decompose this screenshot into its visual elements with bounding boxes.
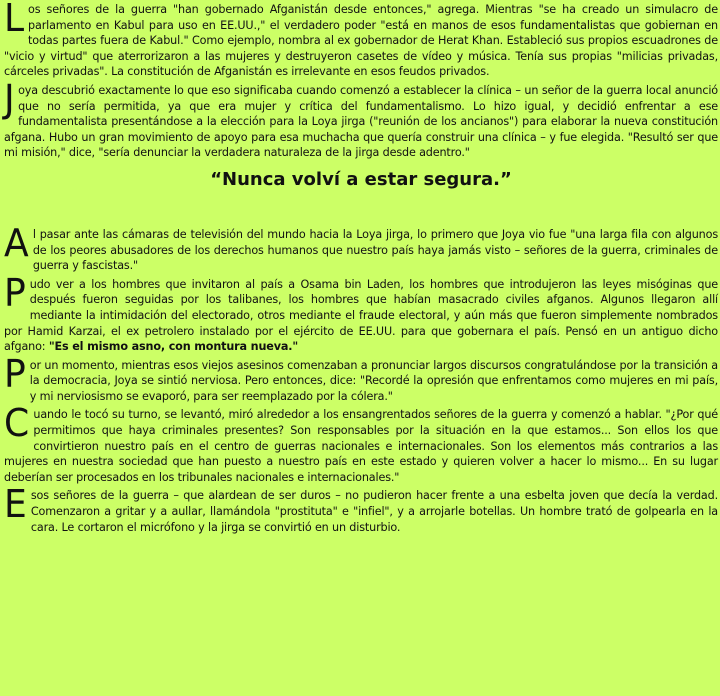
paragraph-text: or un momento, mientras esos viejos asesinos comenzaban a pronunciar largos discursos congratulándose por la transición a la democracia, Joya se sintió nerviosa. Pero entonces, dice: "Recordé la opresión que enfrentamos como mujeres en mi país, y mi nerviosismo se evaporó, para ser reemplazado por la cólera." xyxy=(29,358,718,403)
paragraph-text: os señores de la guerra "han gobernado Afganistán desde entonces," agrega. Mientras "se ha creado un simulacro de parlamento en Kabul para uso en EE.UU.," el verdadero poder "está en manos de esos fundamentalistas que gobiernan en todas partes fuera de Kabul." Como ejemplo, nombra al ex gobernador de Herat Khan. Estableció sus propios escuadrones de "vicio y virtud" que aterrorizaron a las mujeres y destruyeron casetes de vídeo y música. Tenía sus propias "milicias privadas, cárceles privadas". La constitución de Afganistán es irrelevante en esos feudos privados. xyxy=(4,3,718,79)
paragraph-text: l pasar ante las cámaras de televisión del mundo hacia la Loya jirga, lo primero que Joya vio fue "una larga fila con algunos de los peores abusadores de los derechos humanos que nuestro país haya jamás visto – señores de la guerra, criminales de guerra y fascistas." xyxy=(32,227,718,273)
paragraph-text: udo ver a los hombres que invitaron al país a Osama bin Laden, los hombres que introdujeron las leyes misóginas que después fueron seguidas por los talibanes, los hombres que habían masacrado civiles afganos. Algunos llegaron allí mediante la intimidación del electorado, otros mediante el fraude electoral, y aún más que fueron simplemente nombrados por Hamid Karzai, el ex petrolero instalado por el ejército de EE.UU. para que gobernara el país. Pensó en un antiguo dicho afgano: xyxy=(4,277,718,354)
drop-cap: J xyxy=(4,76,15,121)
paragraph-5 xyxy=(4,351,718,405)
drop-cap: C xyxy=(4,401,30,446)
drop-cap: A xyxy=(4,220,29,265)
drop-cap: P xyxy=(4,351,26,396)
drop-cap: P xyxy=(4,270,26,315)
paragraph-3 xyxy=(4,220,718,274)
paragraph-1 xyxy=(4,2,718,80)
paragraph-4 xyxy=(4,270,718,355)
drop-cap: E xyxy=(4,482,27,527)
paragraph-text: uando le tocó su turno, se levantó, miró alrededor a los ensangrentados señores de la guerra y comenzó a hablar. "¿Por qué permitimos que haya criminales presentes? Son responsables por la situación en la que estamos... Son ellos los que convirtieron nuestro país en el centro de guerras nacionales e internacionales. Son los elementos más contrarios a las mujeres en nuestra sociedad que han puesto a nuestro país en este estado y quieren volver a hacer lo mismo... En su lugar deberían ser procesados en los tribunales nacionales e internacionales." xyxy=(4,408,718,484)
paragraph-2 xyxy=(4,76,718,161)
paragraph-text: oya descubrió exactamente lo que eso significaba cuando comenzó a establecer la clínica – un señor de la guerra local anunció que no sería permitida, ya que era mujer y crítica del fundamentalismo. Lo hizo igual, y decidió enfrentar a ese fundamentalista presentándose a la elección para la Loya jirga ("reunión de los ancianos") para elaborar la nueva constitución afgana. Hubo un gran movimiento de apoyo para esa muchacha que quería construir una clínica – y fue elegida. "Resultó ser que mi misión," dice, "sería denunciar la verdadera naturaleza de la jirga desde adentro." xyxy=(4,83,718,160)
afghan-saying: "Es el mismo asno, con montura nueva." xyxy=(48,340,299,354)
paragraph-6 xyxy=(4,401,718,485)
drop-cap: L xyxy=(4,0,24,40)
paragraph-text: sos señores de la guerra – que alardean de ser duros – no pudieron hacer frente a una esbelta joven que decía la verdad. Comenzaron a gritar y a aullar, llamándola "prostituta" e "infiel", y a arrojarle botellas. Un hombre trató de golpearla en la cara. Le cortaron el micrófono y la jirga se convirtió en un disturbio. xyxy=(30,489,718,534)
paragraph-7 xyxy=(4,482,718,535)
pull-quote: “Nunca volví a estar segura.” xyxy=(210,168,512,190)
